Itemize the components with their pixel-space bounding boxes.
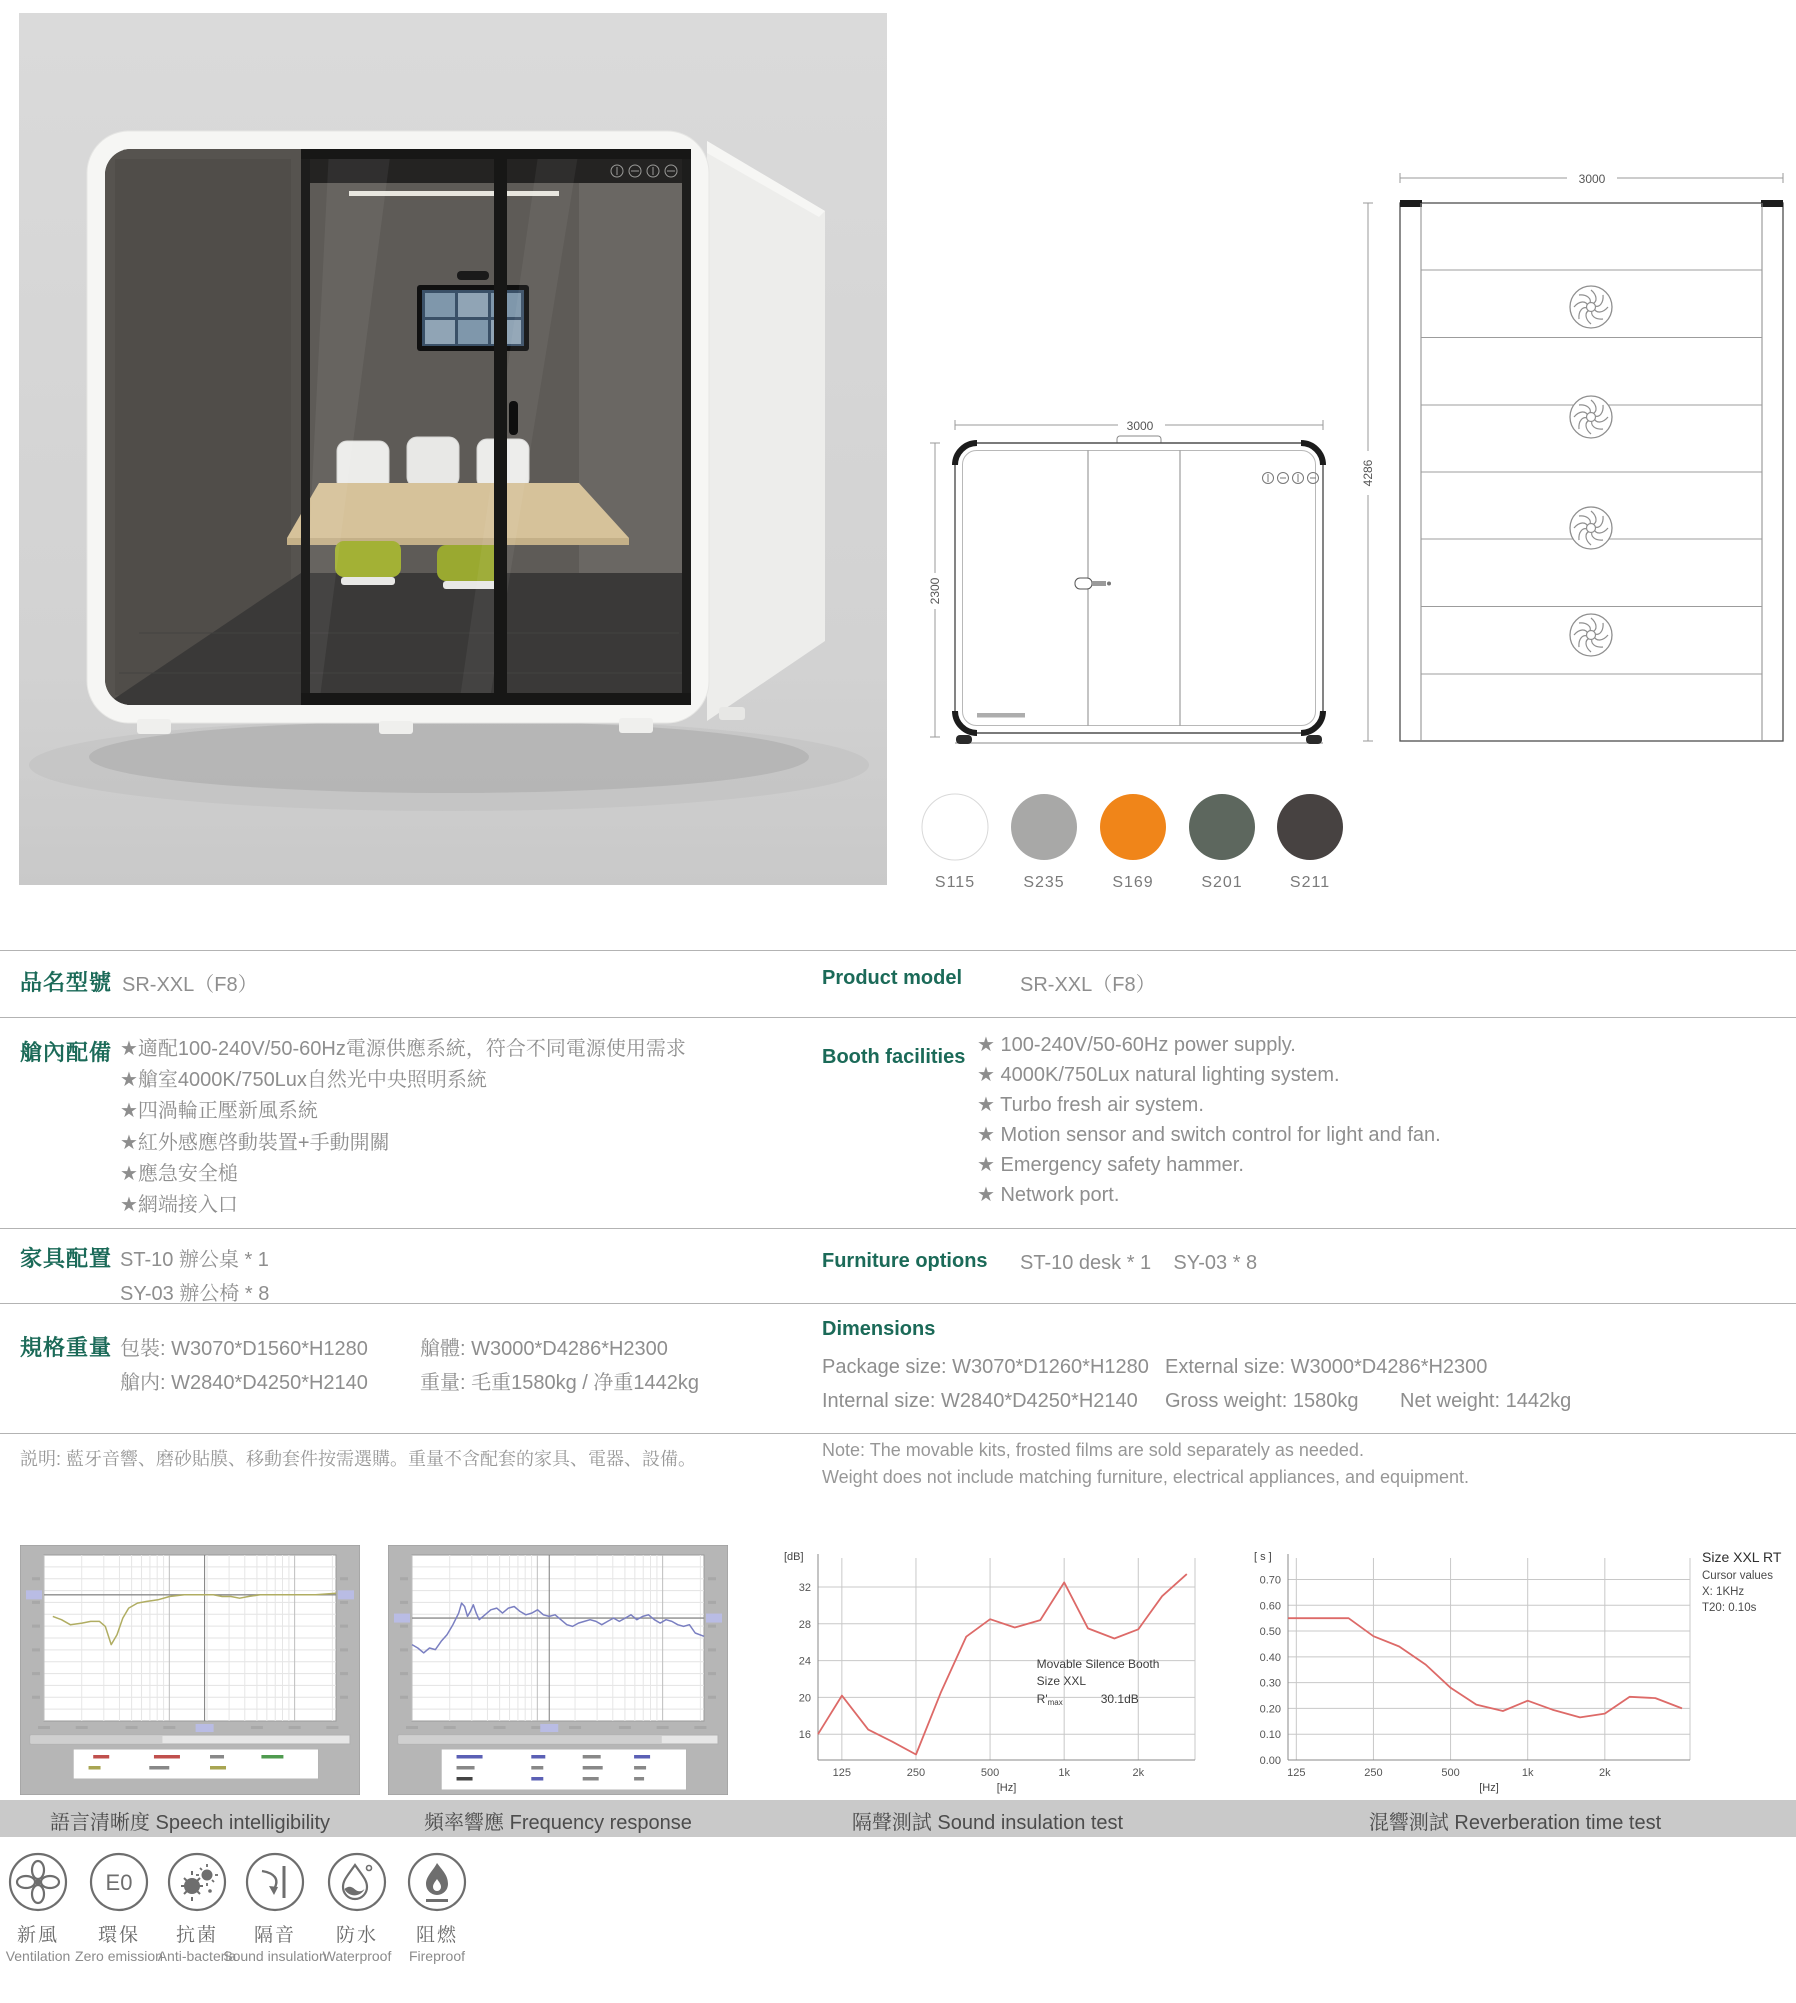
svg-text:500: 500 bbox=[980, 1767, 1000, 1779]
svg-text:1k: 1k bbox=[1521, 1767, 1534, 1779]
facility-item-en: ★ Motion sensor and switch control for light and fan. bbox=[977, 1124, 1441, 1146]
fan-icon bbox=[7, 1851, 69, 1913]
dim-package-en: Package size: W3070*D1260*H1280 bbox=[822, 1356, 1149, 1378]
facility-item-zh: ★適配100-240V/50-60Hz電源供應系統，符合不同電源使用需求 bbox=[120, 1038, 686, 1060]
svg-text:125: 125 bbox=[1287, 1767, 1306, 1779]
swatch-code: S201 bbox=[1201, 874, 1243, 891]
svg-text:2k: 2k bbox=[1599, 1767, 1611, 1779]
svg-text:[Hz]: [Hz] bbox=[996, 1782, 1017, 1794]
divider bbox=[0, 1017, 1796, 1018]
svg-text:24: 24 bbox=[798, 1655, 811, 1668]
svg-text:0.30: 0.30 bbox=[1259, 1677, 1281, 1690]
svg-text:E0: E0 bbox=[105, 1870, 133, 1895]
svg-text:250: 250 bbox=[906, 1767, 926, 1779]
note-en-line2: Weight does not include matching furniture, electrical appliances, and equipment. bbox=[822, 1467, 1470, 1487]
svg-text:16: 16 bbox=[798, 1729, 811, 1742]
swatch bbox=[1188, 793, 1256, 861]
badge-sound-insulation: 隔音 Sound insulation bbox=[218, 1851, 332, 1964]
svg-text:0.10: 0.10 bbox=[1259, 1729, 1281, 1742]
svg-text:[ s ]: [ s ] bbox=[1254, 1551, 1272, 1563]
note-zh: 説明: 藍牙音響、磨砂貼膜、移動套件按需選購。重量不含配套的家具、電器、設備。 bbox=[20, 1449, 696, 1469]
facility-item-en: ★ 100-240V/50-60Hz power supply. bbox=[977, 1034, 1296, 1056]
svg-text:[Hz]: [Hz] bbox=[1479, 1782, 1499, 1794]
svg-text:0.60: 0.60 bbox=[1259, 1600, 1281, 1613]
svg-text:[dB]: [dB] bbox=[784, 1551, 804, 1563]
svg-text:Size XXL: Size XXL bbox=[1036, 1673, 1087, 1688]
spec-label-furniture-zh: 家具配置 bbox=[20, 1246, 113, 1271]
svg-text:32: 32 bbox=[798, 1582, 811, 1595]
facility-item-en: ★ 4000K/750Lux natural lighting system. bbox=[977, 1064, 1340, 1086]
badge-zero-emission: E0 環保 Zero emission bbox=[62, 1851, 176, 1964]
top-view-drawing bbox=[1355, 163, 1795, 748]
swatch-code: S169 bbox=[1112, 874, 1154, 891]
chart-caption: 混響測試 Reverberation time test bbox=[1368, 1812, 1662, 1834]
front-view-drawing bbox=[925, 413, 1355, 748]
svg-text:20: 20 bbox=[798, 1692, 811, 1705]
svg-text:0.40: 0.40 bbox=[1259, 1651, 1281, 1664]
divider bbox=[0, 1433, 1796, 1434]
fireproof-icon bbox=[406, 1851, 468, 1913]
divider bbox=[0, 1228, 1796, 1229]
svg-text:0.00: 0.00 bbox=[1259, 1755, 1281, 1767]
product-photo-illustration bbox=[19, 13, 887, 885]
dim-weight-zh: 重量: 毛重1580kg / 净重1442kg bbox=[420, 1372, 700, 1394]
facility-item-zh: ★網端接入口 bbox=[120, 1194, 238, 1216]
chart-caption: 頻率響應 Frequency response bbox=[424, 1812, 692, 1834]
svg-text:250: 250 bbox=[1364, 1767, 1383, 1779]
spec-value-model-en: SR-XXL（F8） bbox=[1020, 974, 1156, 996]
facility-item-zh: ★紅外感應啓動裝置+手動開關 bbox=[120, 1132, 390, 1154]
spec-label-model-zh: 品名型號 bbox=[20, 970, 113, 995]
top-width-dim: 3000 bbox=[1578, 172, 1606, 186]
swatch-code: S115 bbox=[934, 874, 976, 891]
spec-value-model-zh: SR-XXL（F8） bbox=[122, 974, 258, 996]
product-photo bbox=[19, 13, 887, 885]
swatch bbox=[921, 793, 989, 861]
svg-text:0.50: 0.50 bbox=[1259, 1626, 1281, 1639]
cursor-note-title: Size XXL RT bbox=[1702, 1549, 1782, 1565]
svg-text:125: 125 bbox=[832, 1767, 852, 1779]
spec-label-facilities-zh: 艙內配備 bbox=[20, 1040, 113, 1065]
spec-label-dimensions-en: Dimensions bbox=[822, 1318, 936, 1340]
svg-text:1k: 1k bbox=[1058, 1767, 1070, 1779]
note-en-line1: Note: The movable kits, frosted films are sold separately as needed. bbox=[822, 1440, 1364, 1460]
reverberation-cursor-note: Size XXL RT Cursor values X: 1KHz T20: 0.10s bbox=[1702, 1549, 1796, 1616]
frequency-response-chart bbox=[388, 1545, 728, 1800]
swatch bbox=[1276, 793, 1344, 861]
dim-package-zh: 包裝: W3070*D1560*H1280 bbox=[120, 1338, 368, 1360]
furniture-item-zh: ST-10 辦公桌 * 1 bbox=[120, 1249, 269, 1271]
front-logo-mark bbox=[977, 713, 1025, 718]
front-height-dim: 2300 bbox=[928, 577, 942, 605]
swatch-code: S211 bbox=[1289, 874, 1331, 891]
svg-text:R'max30.1dB: R'max 30.1dB bbox=[1036, 1691, 1139, 1707]
sound-insulation-icon bbox=[244, 1851, 306, 1913]
badge-anti-bacteria: 抗菌 Anti-bacteria bbox=[140, 1851, 254, 1964]
dim-gross-weight-en: Gross weight: 1580kg bbox=[1165, 1390, 1359, 1412]
dim-internal-en: Internal size: W2840*D4250*H2140 bbox=[822, 1390, 1138, 1412]
waterproof-icon bbox=[326, 1851, 388, 1913]
facility-item-zh: ★應急安全槌 bbox=[120, 1163, 238, 1185]
chart-caption: 語言清晰度 Speech intelligibility bbox=[49, 1812, 331, 1834]
front-width-dim: 3000 bbox=[1126, 419, 1154, 433]
spec-value-furniture-en: ST-10 desk * 1 SY-03 * 8 bbox=[1020, 1252, 1258, 1274]
badge-waterproof: 防水 Waterproof bbox=[300, 1851, 414, 1964]
reverberation-time-chart bbox=[1240, 1548, 1700, 1801]
spec-label-model-en: Product model bbox=[822, 967, 963, 989]
sound-insulation-chart bbox=[770, 1548, 1205, 1801]
svg-text:2k: 2k bbox=[1132, 1767, 1145, 1779]
spec-label-dimensions-zh: 規格重量 bbox=[20, 1335, 113, 1360]
facility-item-zh: ★四渦輪正壓新風系統 bbox=[120, 1100, 318, 1122]
divider bbox=[0, 950, 1796, 951]
dim-external-en: External size: W3000*D4286*H2300 bbox=[1165, 1356, 1488, 1378]
badge-ventilation: 新風 Ventilation bbox=[0, 1851, 95, 1964]
svg-text:0.20: 0.20 bbox=[1259, 1703, 1281, 1716]
facility-item-en: ★ Emergency safety hammer. bbox=[977, 1154, 1244, 1176]
svg-text:28: 28 bbox=[798, 1618, 811, 1631]
facility-item-zh: ★艙室4000K/750Lux自然光中央照明系統 bbox=[120, 1069, 487, 1091]
swatch bbox=[1099, 793, 1167, 861]
spec-label-furniture-en: Furniture options bbox=[822, 1250, 988, 1272]
facility-item-en: ★ Network port. bbox=[977, 1184, 1120, 1206]
chart-caption: 隔聲測試 Sound insulation test bbox=[851, 1812, 1124, 1834]
spec-label-facilities-en: Booth facilities bbox=[822, 1046, 966, 1068]
dim-net-weight-en: Net weight: 1442kg bbox=[1400, 1390, 1572, 1412]
svg-text:500: 500 bbox=[1441, 1767, 1460, 1779]
svg-text:Movable Silence Booth: Movable Silence Booth bbox=[1036, 1656, 1160, 1671]
dim-internal-zh: 艙内: W2840*D4250*H2140 bbox=[120, 1372, 368, 1394]
furniture-item-zh: SY-03 辦公椅 * 8 bbox=[120, 1283, 270, 1305]
top-height-dim: 4286 bbox=[1361, 459, 1375, 487]
swatch-code: S235 bbox=[1023, 874, 1065, 891]
speech-intelligibility-chart bbox=[20, 1545, 360, 1800]
svg-text:0.70: 0.70 bbox=[1259, 1574, 1281, 1587]
swatch bbox=[1010, 793, 1078, 861]
dim-external-zh: 艙體: W3000*D4286*H2300 bbox=[420, 1338, 668, 1360]
facility-item-en: ★ Turbo fresh air system. bbox=[977, 1094, 1204, 1116]
divider bbox=[0, 1303, 1796, 1304]
badge-fireproof: 阻燃 Fireproof bbox=[380, 1851, 494, 1964]
